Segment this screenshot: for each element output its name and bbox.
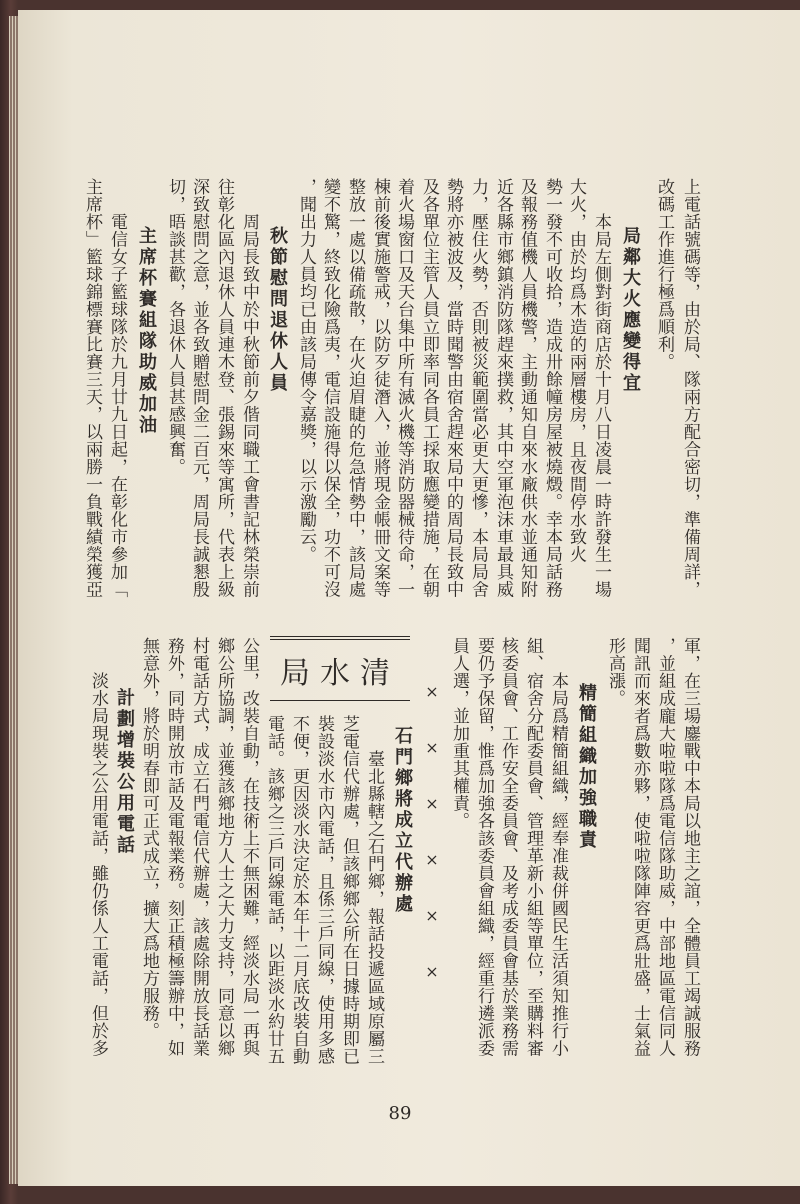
article-heading: 石門鄉將成立代辦處 — [392, 726, 413, 915]
text-column: 淡水局現裝之公用電話，雖仍係人工電話，但於多 — [88, 672, 108, 1057]
text-column: 及報務值機人員機警，主動通知自來水廠供水並通知附 — [517, 178, 537, 598]
text-column: 切，晤談甚歡，各退休人員甚感興奮。 — [165, 178, 185, 476]
text-column: 組、宿舍分配委員會、管理革新小組等單位，至購料審 — [523, 637, 543, 1057]
text-column: 電話。該鄉之三戶同線電話，以距淡水約廿五 — [264, 715, 284, 1065]
text-column: 聞訊而來者爲數亦夥，使啦啦隊陣容更爲壯盛，士氣益 — [630, 637, 650, 1057]
text-column: 不便，更因淡水決定於本年十二月底改裝自動 — [289, 715, 309, 1065]
text-column: 深致慰問之意，並各致贈慰問金二百元，周局長誠懇殷 — [189, 178, 209, 598]
text-column: 電信女子籃球隊於九月廿九日起，在彰化市參加「 — [107, 213, 127, 598]
text-column: 臺北縣轄之石門鄉，報話投遞區域原屬三 — [364, 750, 384, 1065]
text-column: 大火，由於均爲木造的兩層樓房，且夜間停水致火 — [566, 178, 586, 563]
separator-mark: × — [425, 738, 439, 757]
separator-mark: × — [425, 906, 439, 925]
text-column: 上電話號碼等，由於局、隊兩方配合密切，準備周詳， — [680, 178, 700, 598]
separator-mark: × — [425, 962, 439, 981]
text-column: 周局長致中於中秋節前夕偕同職工會書記林榮崇前 — [239, 213, 259, 598]
text-column: 近各縣市鄉鎮消防隊趕來撲救，其中空軍泡沫車最具威 — [493, 178, 513, 598]
article-heading: 精簡組織加強職責 — [576, 683, 597, 851]
text-column: 本局左側對街商店於十月八日凌晨一時許發生一場 — [591, 213, 611, 598]
article-heading: 秋節慰問退休人員 — [267, 226, 288, 394]
text-column: 着火場窗口及天台集中所有滅火機等消防器械待命，一 — [394, 178, 414, 598]
section-banner-title: 清水局 — [280, 656, 400, 691]
text-column: ，並組成龐大啦啦隊爲電信隊助威，中部地區電信同人 — [655, 637, 675, 1057]
section-banner — [270, 636, 410, 701]
text-column: 村電話方式，成立石門電信代辦處，該處除開放長話業 — [189, 637, 209, 1057]
text-column: 及各單位主管人員立即率同各員工採取應變措施，在朝 — [419, 178, 439, 598]
text-column: 要仍予保留，惟爲加強各該委員會組織，經重行遴派委 — [474, 637, 494, 1057]
text-column: 力，壓住火勢，否則被災範圍當必更大更慘，本局局舍 — [468, 178, 488, 598]
article-heading: 局鄰大火應變得宜 — [620, 226, 641, 394]
text-column: 往彰化區內退休人員連木登、張錫來等寓所，代表上級 — [214, 178, 234, 598]
text-column: 芝電信代辦處，但該鄉鄉公所在日據時期即已 — [339, 715, 359, 1065]
text-column: 無意外，將於明春即可正式成立，擴大爲地方服務。 — [139, 637, 159, 1040]
text-column: 公里，改裝自動，在技術上不無困難，經淡水局一再與 — [239, 637, 259, 1057]
article-heading: 計劃增裝公用電話 — [114, 688, 135, 856]
article-heading: 主席杯賽組隊助威加油 — [136, 226, 157, 436]
text-column: 形高漲。 — [605, 637, 625, 707]
text-column: 勢將亦被波及，當時聞警由宿舍趕來局中的周局長致中 — [443, 178, 463, 598]
separator-mark: × — [425, 682, 439, 701]
text-column: 務外，同時開放市話及電報業務。刻正積極籌辦中，如 — [164, 637, 184, 1057]
text-column: 員人選，並加重其權責。 — [449, 637, 469, 830]
separator-mark: × — [425, 850, 439, 869]
text-column: 本局爲精簡組織，經奉准裁併國民生活須知推行小 — [548, 672, 568, 1057]
text-column: 整放一處以備疏散，在火迫眉睫的危急情勢中，該局處 — [345, 178, 365, 598]
text-column: 改碼工作進行極爲順利。 — [654, 178, 674, 371]
separator-mark: × — [425, 794, 439, 813]
text-column: 軍，在三場鏖戰中本局以地主之誼，全體員工竭誠服務 — [680, 637, 700, 1057]
text-column: ，聞出力人員均已由該局傳令嘉獎，以示激勵云。 — [296, 178, 316, 563]
text-column: 棟前後實施警戒，以防歹徒潛入，並將現金帳冊文案等 — [370, 178, 390, 598]
text-column: 勢一發不可收拾，造成卅餘幢房屋被燒燬。幸本局話務 — [542, 178, 562, 598]
page-number: 89 — [388, 1103, 412, 1124]
text-column: 變不驚，終致化險爲夷，電信設施得以保全，功不可沒 — [320, 178, 340, 598]
text-column: 鄉公所協調，並獲該鄉地方人士之大力支持，同意以鄉 — [214, 637, 234, 1057]
text-column: 主席杯」籃球錦標賽比賽三天，以兩勝一負戰績榮獲亞 — [82, 178, 102, 598]
text-column: 裝設淡水市內電話，且係三戶同線，使用多感 — [314, 715, 334, 1065]
text-column: 核委員會、工作安全委員會、及考成委員會基於業務需 — [498, 637, 518, 1057]
